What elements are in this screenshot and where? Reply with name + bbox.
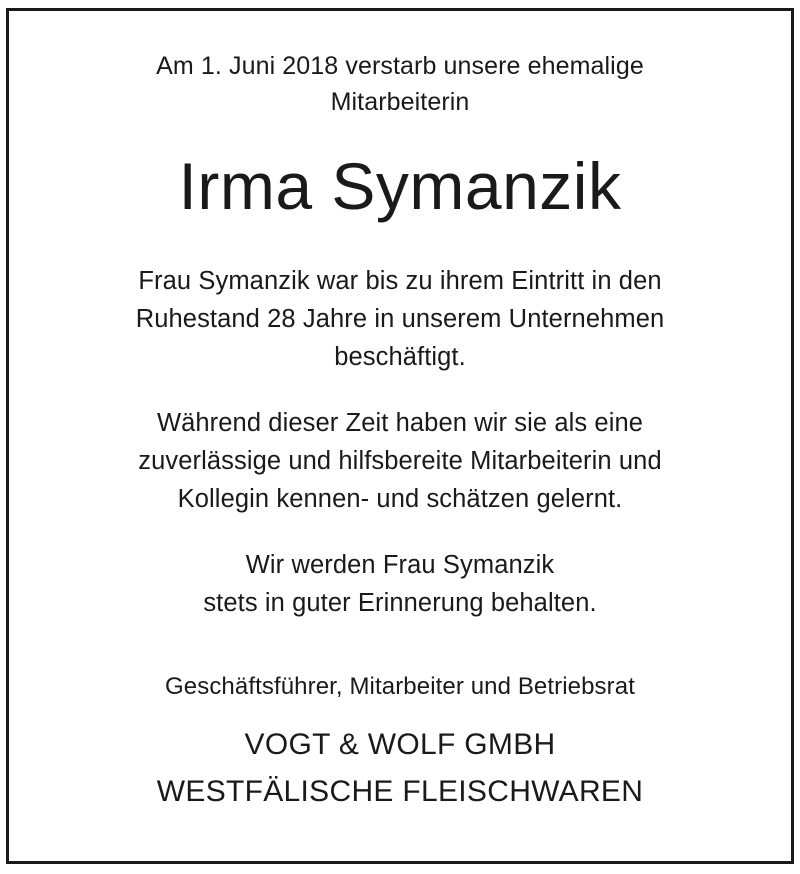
deceased-name: Irma Symanzik: [178, 149, 622, 223]
paragraph-1-line-2: Ruhestand 28 Jahre in unserem Unternehmen: [135, 305, 665, 333]
paragraph-2-line-3: Kollegin kennen- und schätzen gelernt.: [177, 485, 623, 513]
intro-line-2: Mitarbeiterin: [330, 88, 470, 116]
intro-line-1: Am 1. Juni 2018 verstarb unsere ehemalige: [156, 52, 644, 80]
paragraph-1-line-3: beschäftigt.: [334, 343, 466, 371]
paragraph-2-line-2: zuverlässige und hilfsbereite Mitarbeiterin und: [138, 447, 662, 475]
signature-line: Geschäftsführer, Mitarbeiter und Betriebsrat: [165, 673, 635, 700]
paragraph-3-line-1: Wir werden Frau Symanzik: [245, 551, 555, 579]
paragraph-2-line-1: Während dieser Zeit haben wir sie als eine: [156, 409, 644, 437]
company-name: VOGT & WOLF GMBH: [244, 728, 556, 761]
company-subtitle: WESTFÄLISCHE FLEISCHWAREN: [156, 775, 644, 808]
paragraph-3-line-2: stets in guter Erinnerung behalten.: [203, 589, 597, 617]
paragraph-1-line-1: Frau Symanzik war bis zu ihrem Eintritt in den: [138, 267, 662, 295]
